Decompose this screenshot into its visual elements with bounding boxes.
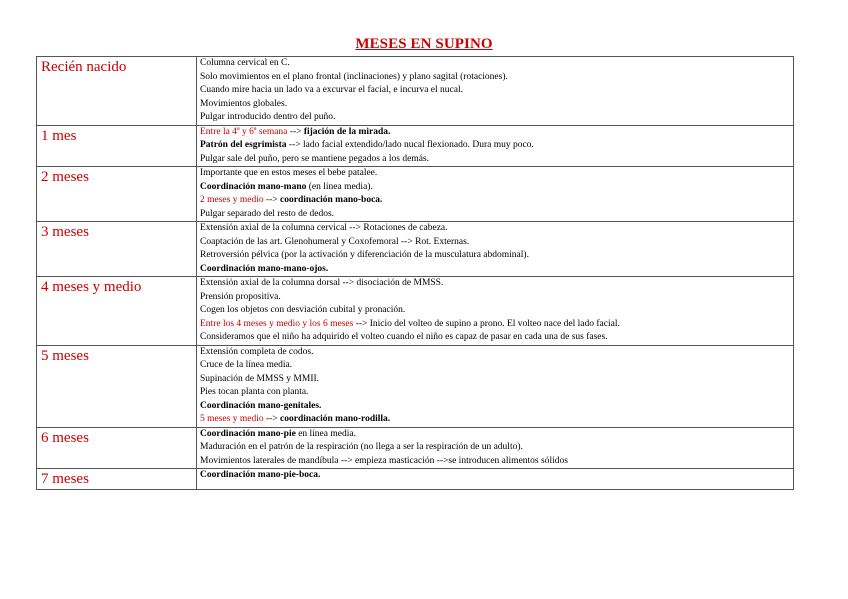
month-cell	[37, 469, 197, 490]
description-line: Pulgar separado del resto de dedos.	[200, 208, 335, 219]
month-cell	[37, 57, 197, 126]
description-line: Pulgar sale del puño, pero se mantiene pegados a los demás.	[200, 153, 429, 164]
highlight-text: y 6	[239, 126, 254, 137]
month-label: 3 meses	[41, 224, 89, 240]
description-line: Solo movimientos en el plano frontal (inclinaciones) y plano sagital (rotaciones).	[200, 71, 508, 82]
description-cell	[197, 427, 794, 469]
description-line	[200, 139, 793, 153]
bold-text: Patrón del esgrimista	[200, 140, 287, 150]
plain-text: --> lado facial extendido/lado nucal flexionado. Dura muy poco.	[286, 140, 534, 150]
month-cell	[37, 277, 197, 346]
highlight-text: Entre los 4 meses y medio y los 6 meses	[200, 318, 354, 329]
bold-text: Coordinación mano-mano	[200, 181, 307, 192]
highlight-text: 2 meses y medio	[200, 195, 264, 205]
description-line: Cruce de la línea media.	[200, 360, 293, 370]
description-line: Movimientos globales.	[200, 98, 288, 109]
arrow-text: -->	[287, 126, 304, 137]
description-line	[200, 194, 793, 208]
description-cell	[197, 469, 794, 490]
description-line	[200, 181, 793, 195]
table-row	[37, 222, 794, 277]
description-line	[200, 428, 793, 442]
description-line: Cogen los objetos con desviación cubital y pronación.	[200, 305, 406, 315]
description-line	[200, 126, 793, 140]
description-cell	[197, 277, 794, 346]
description-line: Movimientos laterales de mandíbula --> empieza masticación -->se introducen alimentos sólidos	[200, 455, 568, 466]
description-line: Columna cervical en C.	[200, 58, 290, 68]
table-row	[37, 125, 794, 167]
superscript: a	[236, 125, 240, 132]
description-line: Coordinación mano-genitales.	[200, 400, 322, 411]
month-label: 2 meses	[41, 169, 89, 185]
arrow-text: -->	[263, 195, 281, 205]
description-line: Retroversión pélvica (por la activación y diferenciación de la musculatura abdominal).	[200, 250, 529, 260]
table-row	[37, 345, 794, 427]
month-label: 5 meses	[41, 347, 89, 364]
description-line	[200, 318, 793, 332]
description-line: Extensión completa de codos.	[200, 346, 314, 357]
table-row	[37, 277, 794, 346]
description-line: Consideramos que el niño ha adquirido el volteo cuando el niño es capaz de pasar en cada una de sus fases.	[200, 332, 608, 342]
month-label: 6 meses	[41, 429, 89, 446]
month-label: 7 meses	[41, 471, 89, 487]
month-cell	[37, 427, 197, 469]
description-cell	[197, 167, 794, 222]
highlight-text: Entre la 4	[200, 126, 237, 137]
bold-text: Coordinación mano-pie	[200, 428, 296, 439]
month-label: 4 meses y medio	[41, 279, 142, 295]
table-row	[37, 469, 794, 490]
description-line: Pies tocan planta con planta.	[200, 387, 309, 397]
description-cell	[197, 222, 794, 277]
description-line	[200, 413, 793, 427]
description-line: Extensión axial de la columna cervical --> Rotaciones de cabeza.	[200, 223, 448, 233]
bold-text: coordinación mano-rodilla.	[280, 414, 391, 424]
month-cell	[37, 222, 197, 277]
month-cell	[37, 167, 197, 222]
description-line: Supinación de MMSS y MMII.	[200, 373, 320, 384]
plain-text: (en línea media).	[306, 181, 373, 192]
highlight-text: 5 meses y medio	[200, 414, 264, 424]
month-label: Recién nacido	[41, 59, 127, 75]
plain-text: --> Inicio del volteo de supino a prono. El volteo nace del lado facial.	[353, 318, 620, 329]
month-label: 1 mes	[41, 127, 77, 144]
description-line: Cuando mire hacia un lado va a excurvar el facial, e incurva el nucal.	[200, 85, 463, 95]
description-line: Pulgar introducido dentro del puño.	[200, 112, 336, 122]
description-line: Maduración en el patrón de la respiración (no llega a ser la respiración de un adulto).	[200, 442, 523, 452]
month-cell	[37, 125, 197, 167]
description-cell	[197, 57, 794, 126]
plain-text: en línea media.	[295, 428, 356, 439]
description-line: Prensión propositiva.	[200, 291, 281, 302]
description-line: Coordinación mano-mano-ojos.	[200, 263, 329, 274]
highlight-text: semana	[256, 126, 288, 137]
superscript: a	[253, 125, 257, 132]
arrow-text: -->	[263, 414, 281, 424]
months-table	[36, 56, 794, 490]
bold-text: coordinación mano-boca.	[280, 195, 383, 205]
bold-text: fijación de la mirada.	[303, 126, 391, 137]
table-row	[37, 57, 794, 126]
description-cell	[197, 125, 794, 167]
description-cell	[197, 345, 794, 427]
table-row	[37, 167, 794, 222]
month-cell	[37, 345, 197, 427]
description-line: Extensión axial de la columna dorsal --> disociación de MMSS.	[200, 278, 444, 288]
description-line: Coaptación de las art. Glenohumeral y Coxofemoral --> Rot. Externas.	[200, 236, 470, 247]
description-line: Coordinación mano-pie-boca.	[200, 470, 321, 480]
table-row	[37, 427, 794, 469]
page-title: MESES EN SUPINO	[355, 36, 493, 52]
description-line: Importante que en estos meses el bebe patalee.	[200, 168, 378, 178]
